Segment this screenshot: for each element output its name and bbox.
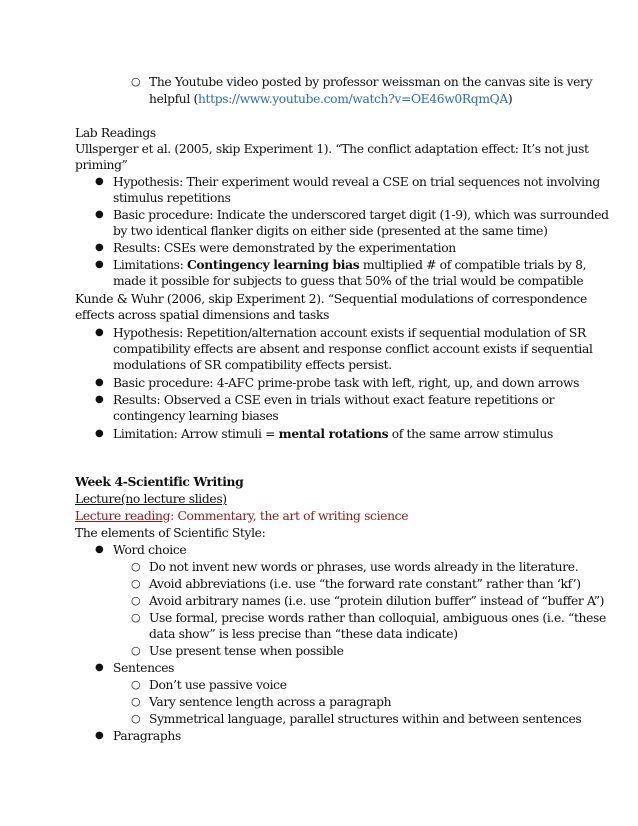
kunde-hypothesis-line2: compatibility effects are absent and response conflict account exists if sequential [113, 342, 593, 356]
ullsperger-citation-line1: Ullsperger et al. (2005, skip Experiment 1). “The conflict adaptation effect: It’s not just [75, 142, 589, 156]
bullet-icon: ● [95, 428, 104, 439]
ullsperger-procedure-line2: by two identical flanker digits on either side (presented at the same time) [113, 224, 548, 238]
paragraphs-heading: Paragraphs [113, 729, 181, 743]
ullsperger-limitations-line1: Limitations: Contingency learning bias multiplied # of compatible trials by 8, [113, 257, 587, 272]
lab-readings-heading: Lab Readings [75, 126, 156, 140]
word-choice-item: Use present tense when possible [149, 644, 344, 658]
youtube-link[interactable]: https://www.youtube.com/watch?v=OE46w0RqmQA [197, 92, 508, 106]
sub-bullet-icon: ○ [131, 611, 141, 624]
week4-heading: Week 4-Scientific Writing [75, 474, 244, 489]
ullsperger-results: Results: CSEs were demonstrated by the experimentation [113, 241, 456, 255]
sentences-heading: Sentences [113, 661, 175, 675]
bullet-icon: ● [95, 544, 104, 555]
kunde-results-line2: contingency learning biases [113, 409, 279, 423]
sub-bullet-icon: ○ [131, 75, 141, 88]
kunde-limitation: Limitation: Arrow stimuli = mental rotations of the same arrow stimulus [113, 426, 553, 441]
sub-bullet-icon: ○ [131, 695, 141, 708]
sub-bullet-icon: ○ [131, 560, 141, 573]
sentences-item: Don’t use passive voice [149, 678, 287, 692]
sub-bullet-icon: ○ [131, 577, 141, 590]
sub-bullet-icon: ○ [131, 678, 141, 691]
word-choice-item: Do not invent new words or phrases, use words already in the literature. [149, 560, 579, 574]
bullet-icon: ● [95, 176, 104, 187]
lecture-reading-link[interactable]: Lecture reading [75, 509, 171, 523]
ullsperger-hypothesis-line2: stimulus repetitions [113, 191, 231, 205]
bullet-icon: ● [95, 662, 104, 673]
elements-heading: The elements of Scientific Style: [75, 526, 266, 540]
word-choice-item: Avoid arbitrary names (i.e. use “protein dilution buffer” instead of “buffer A”) [149, 594, 605, 608]
kunde-citation-line1: Kunde & Wuhr (2006, skip Experiment 2). “Sequential modulations of correspondence [75, 292, 587, 306]
word-choice-item-cont: data show” is less precise than “these data indicate) [149, 627, 458, 641]
kunde-hypothesis-line3: modulations of SR compatibility effects persist. [113, 358, 392, 372]
ullsperger-citation-line2: priming” [75, 158, 128, 172]
word-choice-heading: Word choice [113, 543, 187, 557]
lecture-label: Lecture(no lecture slides) [75, 492, 227, 506]
kunde-citation-line2: effects across spatial dimensions and tasks [75, 308, 330, 322]
ullsperger-procedure-line1: Basic procedure: Indicate the underscored target digit (1-9), which was surrounded [113, 208, 609, 222]
sub-bullet-icon: ○ [131, 712, 141, 725]
lecture-reading-line: Lecture reading: Commentary, the art of writing science [75, 509, 409, 523]
bullet-icon: ● [95, 242, 104, 253]
bullet-icon: ● [95, 394, 104, 405]
ullsperger-limitations-line2: made it possible for subjects to guess that 50% of the trial would be compatible [113, 274, 584, 288]
kunde-results-line1: Results: Observed a CSE even in trials without exact feature repetitions or [113, 393, 555, 407]
bullet-icon: ● [95, 377, 104, 388]
sentences-item: Symmetrical language, parallel structures within and between sentences [149, 712, 582, 726]
bullet-icon: ● [95, 730, 104, 741]
sub-bullet-icon: ○ [131, 594, 141, 607]
sentences-item: Vary sentence length across a paragraph [149, 695, 392, 709]
kunde-hypothesis-line1: Hypothesis: Repetition/alternation account exists if sequential modulation of SR [113, 326, 586, 340]
youtube-note-line1: The Youtube video posted by professor weissman on the canvas site is very [149, 75, 593, 89]
word-choice-item: Avoid abbreviations (i.e. use “the forward rate constant” rather than ‘kf’) [149, 577, 581, 591]
youtube-note-line2: helpful (https://www.youtube.com/watch?v=OE46w0RqmQA) [149, 92, 513, 106]
sub-bullet-icon: ○ [131, 644, 141, 657]
bullet-icon: ● [95, 259, 104, 270]
ullsperger-hypothesis-line1: Hypothesis: Their experiment would reveal a CSE on trial sequences not involving [113, 175, 600, 189]
bullet-icon: ● [95, 209, 104, 220]
word-choice-item: Use formal, precise words rather than colloquial, ambiguous ones (i.e. “these [149, 611, 606, 625]
bullet-icon: ● [95, 327, 104, 338]
kunde-procedure: Basic procedure: 4-AFC prime-probe task with left, right, up, and down arrows [113, 376, 580, 390]
